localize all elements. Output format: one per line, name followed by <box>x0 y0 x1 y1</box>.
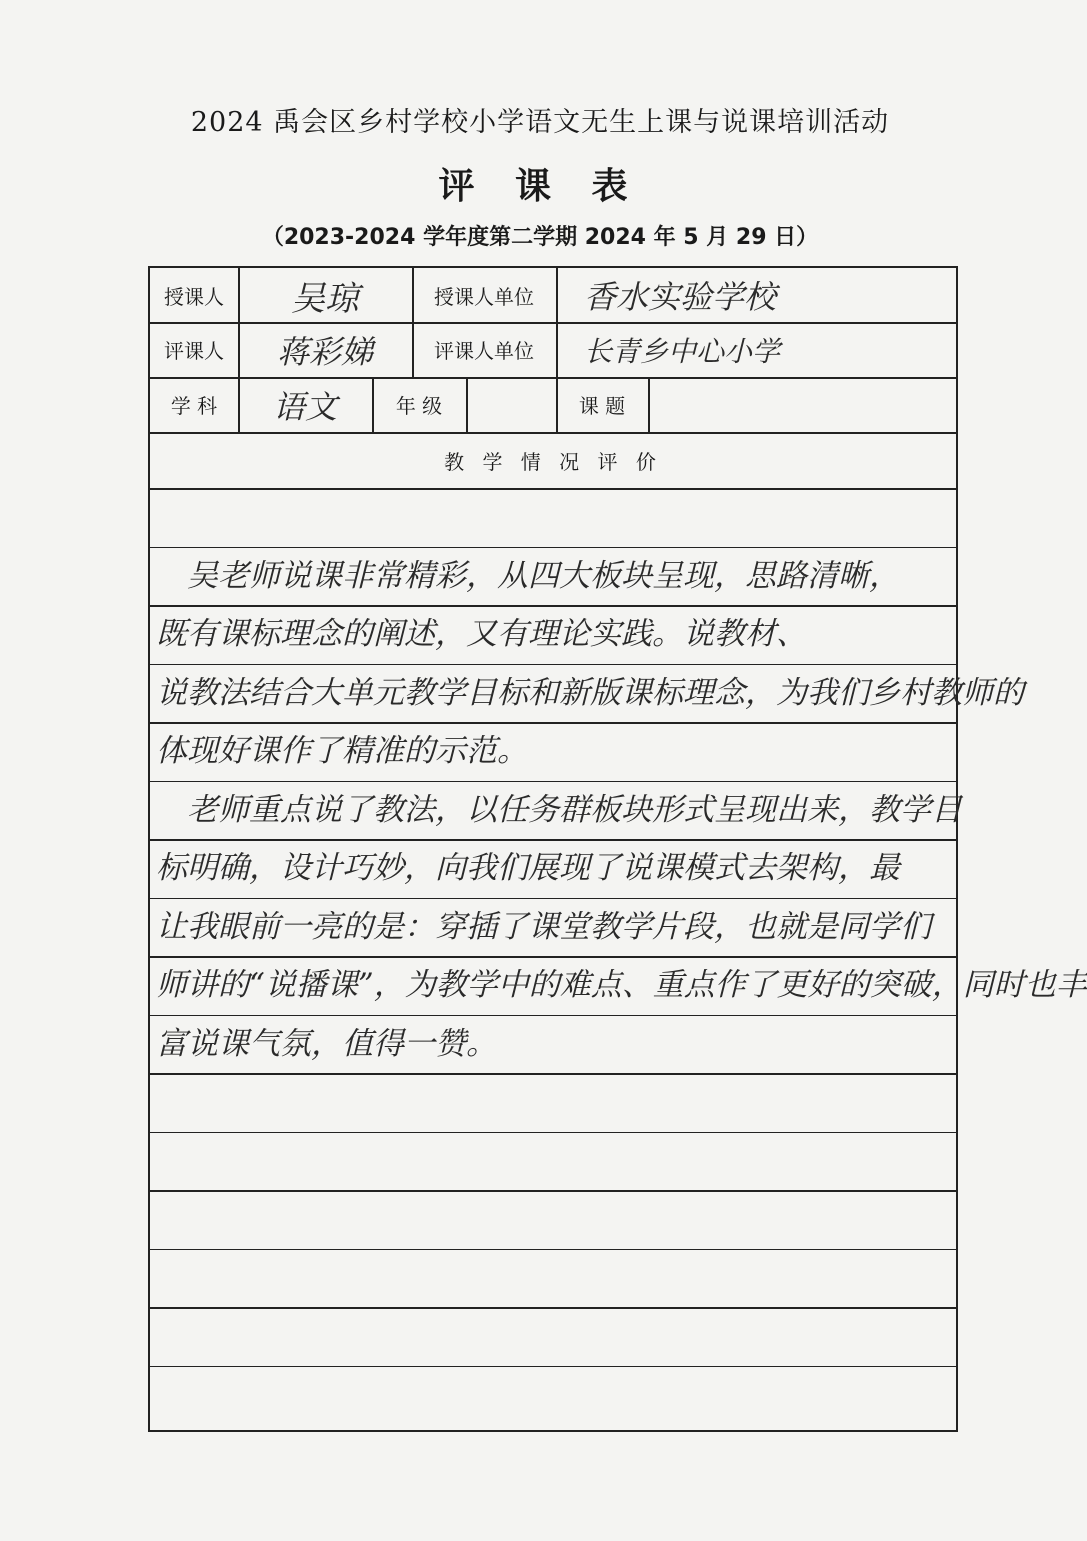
teacher-value-text: 吴琼 <box>291 278 359 319</box>
evaluation-comment-line: 既有课标理念的阐述，又有理论实践。说教材、 <box>156 616 807 652</box>
evaluation-comment-line: 说教法结合大单元教学目标和新版课标理念，为我们乡村教师的 <box>156 674 1024 711</box>
document-title: 2024 禹会区乡村学校小学语文无生上课与说课培训活动 <box>190 107 890 138</box>
subject-value <box>238 377 372 432</box>
evaluation-comment-line <box>156 1073 950 1132</box>
teacher-unit-value <box>556 268 956 322</box>
topic-label: 课 题 <box>578 394 626 418</box>
evaluation-form-table <box>148 266 1087 1432</box>
evaluation-comment-line: 吴老师说课非常精彩，从四大板块呈现，思路清晰， <box>156 557 900 594</box>
teacher-unit-value-text: 香水实验学校 <box>584 278 777 316</box>
evaluation-comment-line: 标明确，设计巧妙，向我们展现了说课模式去架构，最 <box>156 850 900 886</box>
teacher-unit-label: 授课人单位 <box>434 284 534 309</box>
reviewer-unit-value <box>556 322 956 377</box>
form-name: 评 课 表 <box>438 166 642 207</box>
evaluation-comment-line <box>156 1190 950 1249</box>
reviewer-label: 评课人 <box>164 339 224 363</box>
evaluation-comment-line <box>156 1307 950 1366</box>
evaluation-heading: 教 学 情 况 评 价 <box>444 449 662 474</box>
grade-value <box>466 377 556 432</box>
subject-label: 学 科 <box>170 394 218 418</box>
subject-value-text: 语文 <box>272 387 337 426</box>
evaluation-comment-line <box>156 1132 950 1191</box>
evaluation-comment-line <box>156 1249 950 1308</box>
teacher-value <box>238 268 412 322</box>
evaluation-comment-line: 体现好课作了精准的示范。 <box>156 733 528 769</box>
evaluation-comment-line: 富说课气氛，值得一赞。 <box>156 1025 497 1062</box>
teacher-label: 授课人 <box>164 284 224 309</box>
evaluation-comment-line <box>156 1366 950 1425</box>
grade-label: 年 级 <box>395 394 443 418</box>
evaluation-comment-line <box>156 488 950 547</box>
reviewer-unit-value-text: 长青乡中心小学 <box>584 334 781 368</box>
evaluation-comment-line: 让我眼前一亮的是：穿插了课堂教学片段，也就是同学们 <box>156 908 931 945</box>
evaluation-comment-line: 老师重点说了教法，以任务群板块形式呈现出来，教学目 <box>156 791 962 828</box>
topic-value <box>648 377 956 432</box>
reviewer-value-text: 蒋彩娣 <box>276 332 373 371</box>
evaluation-comment-line: 师讲的“说播课”，为教学中的难点、重点作了更好的突破，同时也丰 <box>156 967 1087 1003</box>
term-info: （2023-2024 学年度第二学期 2024 年 5 月 29 日） <box>261 225 819 250</box>
evaluation-comment-area <box>150 488 1087 1430</box>
reviewer-value <box>238 322 412 377</box>
reviewer-unit-label: 评课人单位 <box>434 339 534 363</box>
